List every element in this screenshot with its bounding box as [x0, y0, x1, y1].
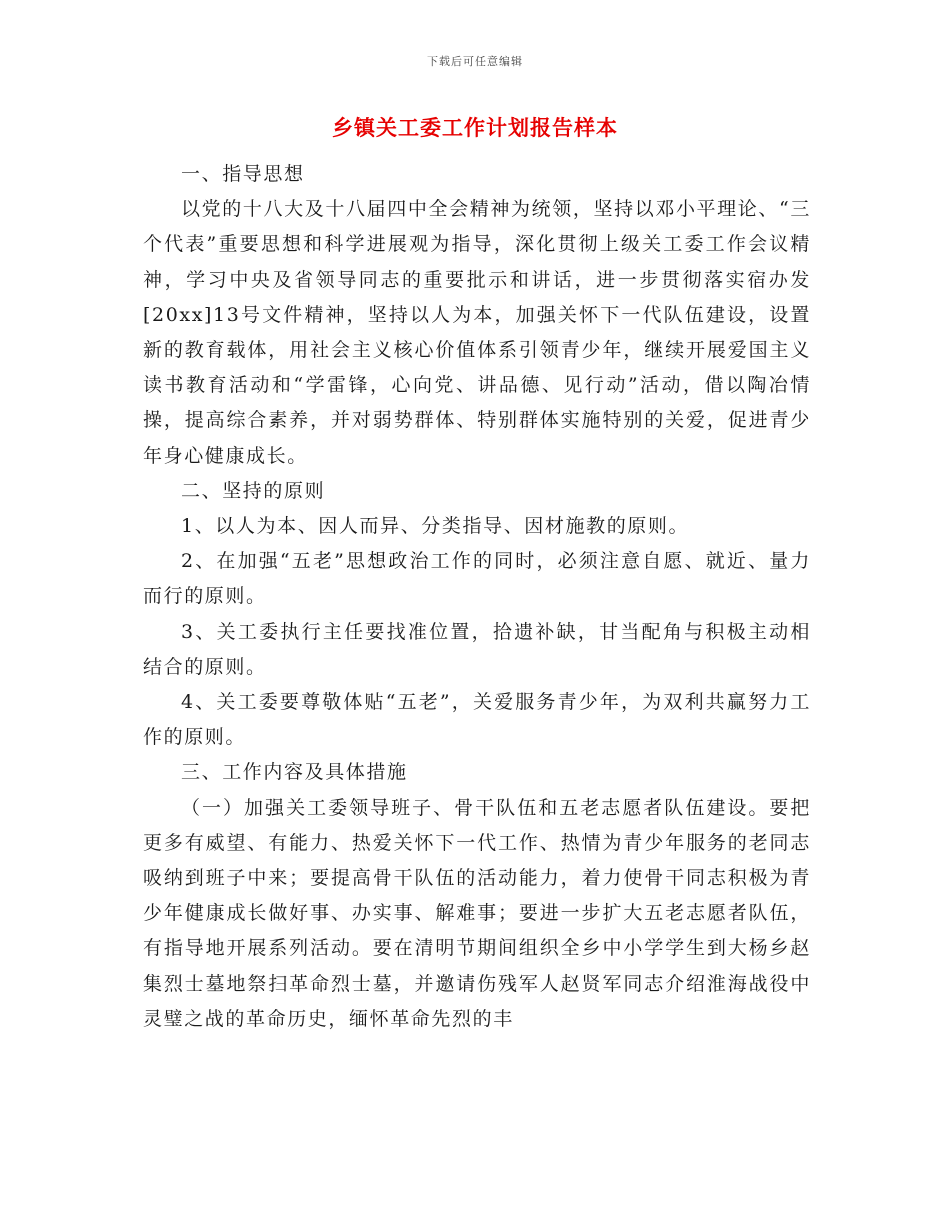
principle-item-1: 1、以人为本、因人而异、分类指导、因材施教的原则。 — [181, 515, 690, 538]
header-note: 下载后可任意编辑 — [427, 55, 523, 68]
section-heading-principles: 二、坚持的原则 — [181, 479, 326, 502]
document-body — [143, 157, 811, 1037]
section-heading-guiding-ideology: 一、指导思想 — [181, 163, 305, 185]
principle-item-2: 2、在加强“五老”思想政治工作的同时，必须注意自愿、就近、量力而行的原则。 — [143, 550, 811, 608]
paragraph-guiding-ideology: 以党的十八大及十八届四中全会精神为统领，坚持以邓小平理论、“三个代表”重要思想和科学进展观为指导，深化贯彻上级关工委工作会议精神，学习中央及省领导同志的重要批示和讲话，进一步贯彻落实宿办发[20xx]13号文件精神，坚持以人为本，加强关怀下一代队伍建设，设置新的教育载体，用社会主义核心价值体系引领青少年，继续开展爱国主义读书教育活动和“学雷锋，心向党、讲品德、见行动”活动，借以陶冶情操，提高综合素养，并对弱势群体、特别群体实施特别的关爱，促进青少年身心健康成长。 — [143, 198, 811, 467]
principle-item-4: 4、关工委要尊敬体贴“五老”，关爱服务青少年，为双利共赢努力工作的原则。 — [143, 691, 811, 749]
paragraph-work-content-1: （一）加强关工委领导班子、骨干队伍和五老志愿者队伍建设。要把更多有威望、有能力、热爱关怀下一代工作、热情为青少年服务的老同志吸纳到班子中来；要提高骨干队伍的活动能力，着力使骨干同志积极为青少年健康成长做好事、办实事、解难事；要进一步扩大五老志愿者队伍，有指导地开展系列活动。要在清明节期间组织全乡中小学学生到大杨乡赵集烈士墓地祭扫革命烈士墓，并邀请伤残军人赵贤军同志介绍淮海战役中灵璧之战的革命历史，缅怀革命先烈的丰 — [143, 796, 811, 1030]
document-title: 乡镇关工委工作计划报告样本 — [332, 115, 618, 140]
principle-item-3: 3、关工委执行主任要找准位置，拾遗补缺，甘当配角与积极主动相结合的原则。 — [143, 620, 811, 678]
section-heading-work-content: 三、工作内容及具体措施 — [181, 761, 408, 784]
